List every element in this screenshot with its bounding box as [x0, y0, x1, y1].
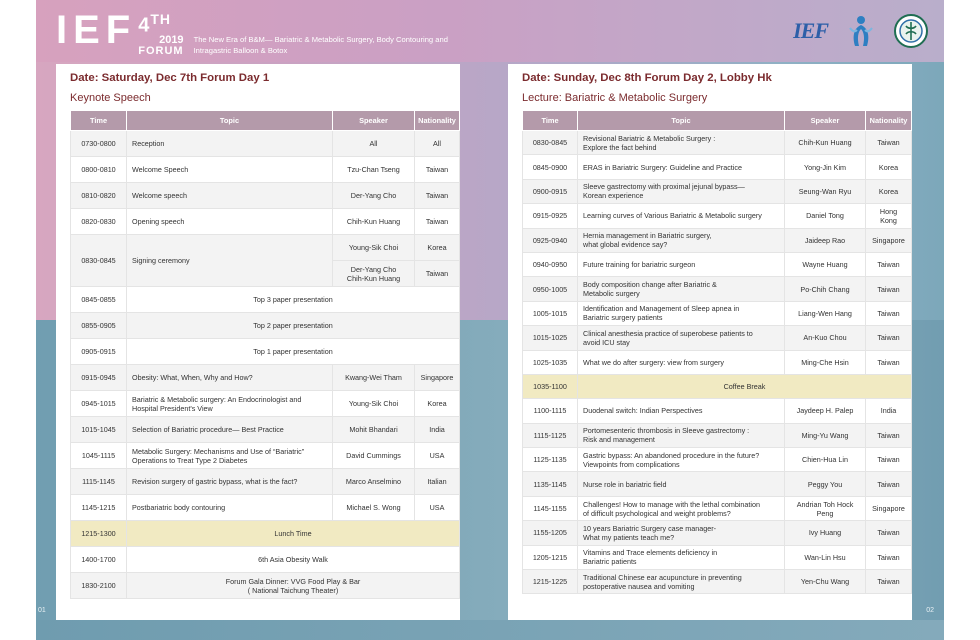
- speaker-cell: Chih-Kun Huang: [333, 209, 415, 235]
- nationality-cell: Singapore: [866, 228, 912, 252]
- society-seal-logo: [894, 14, 928, 48]
- speaker-cell: Daniel Tong: [785, 204, 866, 228]
- nationality-cell: Taiwan: [415, 157, 460, 183]
- time-cell: 0800-0810: [71, 157, 127, 183]
- table-row: [523, 399, 912, 423]
- nationality-cell: Korea: [415, 391, 460, 417]
- time-cell: 0925-0940: [523, 228, 578, 252]
- speaker-cell: Marco Anselmino: [333, 469, 415, 495]
- day2-page: [508, 64, 934, 620]
- header: [56, 10, 474, 58]
- time-cell: 0810-0820: [71, 183, 127, 209]
- topic-cell: Clinical anesthesia practice of superobese patients to avoid ICU stay: [578, 326, 785, 350]
- table-row: [523, 570, 912, 594]
- col-time: Time: [71, 111, 127, 131]
- partner-logos: [793, 14, 928, 48]
- table-row: [71, 157, 460, 183]
- nationality-cell: Taiwan: [866, 472, 912, 496]
- time-cell: 0830-0845: [71, 235, 127, 287]
- header-subtitle: The New Era of B&M— Bariatric & Metabolic Surgery, Body Contouring and Intragastric Balloon & Botox: [193, 35, 448, 55]
- topic-cell: What we do after surgery: view from surgery: [578, 350, 785, 374]
- nationality-cell: Taiwan: [415, 183, 460, 209]
- topic-cell: Obesity: What, When, Why and How?: [127, 365, 333, 391]
- topic-cell: Vitamins and Trace elements deficiency in Bariatric patients: [578, 545, 785, 569]
- table-row: [523, 228, 912, 252]
- ief-partner-logo: IEF: [793, 18, 828, 43]
- topic-cell: Reception: [127, 131, 333, 157]
- table-row: [523, 301, 912, 325]
- topic-cell: Metabolic Surgery: Mechanisms and Use of “Bariatric” Operations to Treat Type 2 Diabetes: [127, 443, 333, 469]
- table-row: [71, 547, 460, 573]
- table-row: [523, 155, 912, 179]
- table-row: [523, 131, 912, 155]
- topic-cell: Nurse role in bariatric field: [578, 472, 785, 496]
- time-cell: 0915-0925: [523, 204, 578, 228]
- speaker-cell: Seung-Wan Ryu: [785, 179, 866, 203]
- time-cell: 1125-1135: [523, 448, 578, 472]
- topic-cell: Learning curves of Various Bariatric & Metabolic surgery: [578, 204, 785, 228]
- nationality-cell: Singapore: [415, 365, 460, 391]
- time-cell: 1145-1155: [523, 496, 578, 520]
- speaker-cell: Yen-Chu Wang: [785, 570, 866, 594]
- topic-cell: Opening speech: [127, 209, 333, 235]
- speaker-cell: David Cummings: [333, 443, 415, 469]
- nationality-cell: Taiwan: [866, 448, 912, 472]
- time-cell: 0855-0905: [71, 313, 127, 339]
- table-row: [71, 521, 460, 547]
- speaker-cell: Ivy Huang: [785, 521, 866, 545]
- time-cell: 0730-0800: [71, 131, 127, 157]
- time-cell: 1100-1115: [523, 399, 578, 423]
- nationality-cell: Taiwan: [866, 277, 912, 301]
- table-header-row: [71, 111, 460, 131]
- topic-cell: Body composition change after Bariatric & Metabolic surgery: [578, 277, 785, 301]
- time-cell: 1015-1045: [71, 417, 127, 443]
- time-cell: 0950-1005: [523, 277, 578, 301]
- speaker-cell: Der-Yang Cho Chih-Kun Huang: [333, 261, 415, 287]
- speaker-cell: Young-Sik Choi: [333, 235, 415, 261]
- speaker-cell: Wan-Lin Hsu: [785, 545, 866, 569]
- speaker-cell: Jaideep Rao: [785, 228, 866, 252]
- time-cell: 0845-0855: [71, 287, 127, 313]
- time-cell: 1015-1025: [523, 326, 578, 350]
- table-row: [71, 339, 460, 365]
- speaker-cell: Michael S. Wong: [333, 495, 415, 521]
- speaker-cell: Liang-Wen Hang: [785, 301, 866, 325]
- break-cell: Lunch Time: [127, 521, 460, 547]
- table-row: [71, 365, 460, 391]
- topic-cell: Forum Gala Dinner: VVG Food Play & Bar ( National Taichung Theater): [127, 573, 460, 599]
- topic-cell: Revision surgery of gastric bypass, what is the fact?: [127, 469, 333, 495]
- time-cell: 1035-1100: [523, 374, 578, 398]
- table-row: [71, 469, 460, 495]
- topic-cell: Revisional Bariatric & Metabolic Surgery : Explore the fact behind: [578, 131, 785, 155]
- time-cell: 1005-1015: [523, 301, 578, 325]
- page-number-left: 01: [38, 607, 46, 614]
- time-cell: 1045-1115: [71, 443, 127, 469]
- speaker-cell: Mohit Bhandari: [333, 417, 415, 443]
- topic-cell: Welcome speech: [127, 183, 333, 209]
- break-cell: Coffee Break: [578, 374, 912, 398]
- table-row: [523, 374, 912, 398]
- society-figure-logo: [846, 14, 876, 48]
- nationality-cell: USA: [415, 495, 460, 521]
- footer-band: [36, 620, 944, 640]
- speaker-cell: Young-Sik Choi: [333, 391, 415, 417]
- forum-edition: 4TH: [138, 11, 172, 37]
- table-row: [523, 326, 912, 350]
- time-cell: 1400-1700: [71, 547, 127, 573]
- topic-cell: Top 2 paper presentation: [127, 313, 460, 339]
- nationality-cell: Taiwan: [415, 261, 460, 287]
- forum-year: 2019: [159, 33, 184, 46]
- topic-cell: Hernia management in Bariatric surgery, what global evidence say?: [578, 228, 785, 252]
- nationality-cell: Taiwan: [866, 350, 912, 374]
- table-row: [523, 545, 912, 569]
- nationality-cell: Korea: [866, 179, 912, 203]
- nationality-cell: Taiwan: [866, 423, 912, 447]
- nationality-cell: Taiwan: [866, 570, 912, 594]
- nationality-cell: Taiwan: [866, 301, 912, 325]
- time-cell: 1115-1145: [71, 469, 127, 495]
- table-row: [523, 277, 912, 301]
- speaker-cell: Ming-Yu Wang: [785, 423, 866, 447]
- speaker-cell: Chien-Hua Lin: [785, 448, 866, 472]
- nationality-cell: Taiwan: [415, 209, 460, 235]
- day1-page: [38, 64, 460, 620]
- topic-cell: Portomesenteric thrombosis in Sleeve gastrectomy : Risk and management: [578, 423, 785, 447]
- time-cell: 1215-1300: [71, 521, 127, 547]
- nationality-cell: USA: [415, 443, 460, 469]
- nationality-cell: Taiwan: [866, 545, 912, 569]
- topic-cell: Postbariatric body contouring: [127, 495, 333, 521]
- col-topic: Topic: [578, 111, 785, 131]
- table-row: [523, 350, 912, 374]
- nationality-cell: Taiwan: [866, 326, 912, 350]
- topic-cell: Duodenal switch: Indian Perspectives: [578, 399, 785, 423]
- time-cell: 0830-0845: [523, 131, 578, 155]
- table-row: [71, 443, 460, 469]
- forum-logo: [138, 10, 183, 57]
- speaker-cell: Chih-Kun Huang: [785, 131, 866, 155]
- topic-cell: Identification and Management of Sleep apnea in Bariatric surgery patients: [578, 301, 785, 325]
- time-cell: 1830-2100: [71, 573, 127, 599]
- time-cell: 0945-1015: [71, 391, 127, 417]
- table-row: [71, 573, 460, 599]
- topic-cell: Top 1 paper presentation: [127, 339, 460, 365]
- topic-cell: Gastric bypass: An abandoned procedure in the future? Viewpoints from complications: [578, 448, 785, 472]
- speaker-cell: Andrian Toh Hock Peng: [785, 496, 866, 520]
- topic-cell: 6th Asia Obesity Walk: [127, 547, 460, 573]
- time-cell: 1135-1145: [523, 472, 578, 496]
- day2-schedule-table: [522, 110, 912, 594]
- page-margin-left: [0, 0, 36, 640]
- day1-schedule-table: [70, 110, 460, 599]
- nationality-cell: Korea: [866, 155, 912, 179]
- table-row: [523, 521, 912, 545]
- topic-cell: Top 3 paper presentation: [127, 287, 460, 313]
- table-row: [71, 313, 460, 339]
- time-cell: 1115-1125: [523, 423, 578, 447]
- nationality-cell: Taiwan: [866, 252, 912, 276]
- table-row: [523, 496, 912, 520]
- time-cell: 0915-0945: [71, 365, 127, 391]
- nationality-cell: Hong Kong: [866, 204, 912, 228]
- time-cell: 0900-0915: [523, 179, 578, 203]
- day1-date: Date: Saturday, Dec 7th Forum Day 1: [70, 72, 270, 84]
- page-margin-right: [944, 0, 980, 640]
- day2-date: Date: Sunday, Dec 8th Forum Day 2, Lobby Hk: [522, 72, 772, 84]
- col-speaker: Speaker: [785, 111, 866, 131]
- table-row: [523, 252, 912, 276]
- speaker-cell: Yong-Jin Kim: [785, 155, 866, 179]
- day1-session-title: Keynote Speech: [70, 92, 151, 104]
- table-row: [71, 287, 460, 313]
- time-cell: 0845-0900: [523, 155, 578, 179]
- speaker-cell: Po-Chih Chang: [785, 277, 866, 301]
- table-row: [71, 235, 460, 261]
- col-time: Time: [523, 111, 578, 131]
- speaker-cell: Kwang-Wei Tham: [333, 365, 415, 391]
- time-cell: 1215-1225: [523, 570, 578, 594]
- nationality-cell: Korea: [415, 235, 460, 261]
- nationality-cell: India: [415, 417, 460, 443]
- topic-cell: Bariatric & Metabolic surgery: An Endocrinologist and Hospital President's View: [127, 391, 333, 417]
- speaker-cell: All: [333, 131, 415, 157]
- topic-cell: Welcome Speech: [127, 157, 333, 183]
- table-row: [71, 183, 460, 209]
- col-nationality: Nationality: [415, 111, 460, 131]
- table-row: [523, 423, 912, 447]
- table-row: [523, 472, 912, 496]
- speaker-cell: An-Kuo Chou: [785, 326, 866, 350]
- time-cell: 0905-0915: [71, 339, 127, 365]
- table-header-row: [523, 111, 912, 131]
- topic-cell: Signing ceremony: [127, 235, 333, 287]
- speaker-cell: Wayne Huang: [785, 252, 866, 276]
- topic-cell: Sleeve gastrectomy with proximal jejunal bypass— Korean experience: [578, 179, 785, 203]
- nationality-cell: India: [866, 399, 912, 423]
- table-row: [523, 179, 912, 203]
- topic-cell: Selection of Bariatric procedure— Best Practice: [127, 417, 333, 443]
- speaker-cell: Der-Yang Cho: [333, 183, 415, 209]
- topic-cell: Traditional Chinese ear acupuncture in preventing postoperative nausea and vomiting: [578, 570, 785, 594]
- table-row: [71, 391, 460, 417]
- nationality-cell: Italian: [415, 469, 460, 495]
- time-cell: 0820-0830: [71, 209, 127, 235]
- table-row: [71, 417, 460, 443]
- time-cell: 1145-1215: [71, 495, 127, 521]
- col-topic: Topic: [127, 111, 333, 131]
- topic-cell: Future training for bariatric surgeon: [578, 252, 785, 276]
- speaker-cell: Jaydeep H. Palep: [785, 399, 866, 423]
- time-cell: 1205-1215: [523, 545, 578, 569]
- day2-session-title: Lecture: Bariatric & Metabolic Surgery: [522, 92, 708, 104]
- table-row: [523, 204, 912, 228]
- table-row: [71, 209, 460, 235]
- page-number-right: 02: [926, 607, 934, 614]
- ief-logo-text: IEF: [56, 8, 137, 52]
- table-row: [71, 131, 460, 157]
- speaker-cell: Peggy You: [785, 472, 866, 496]
- topic-cell: 10 years Bariatric Surgery case manager- What my patients teach me?: [578, 521, 785, 545]
- table-row: [523, 448, 912, 472]
- speaker-cell: Tzu-Chan Tseng: [333, 157, 415, 183]
- nationality-cell: All: [415, 131, 460, 157]
- topic-cell: ERAS in Bariatric Surgery: Guideline and Practice: [578, 155, 785, 179]
- time-cell: 0940-0950: [523, 252, 578, 276]
- col-nationality: Nationality: [866, 111, 912, 131]
- speaker-cell: Ming-Che Hsin: [785, 350, 866, 374]
- nationality-cell: Singapore: [866, 496, 912, 520]
- col-speaker: Speaker: [333, 111, 415, 131]
- forum-word: FORUM: [138, 44, 184, 57]
- time-cell: 1155-1205: [523, 521, 578, 545]
- nationality-cell: Taiwan: [866, 521, 912, 545]
- table-row: [71, 495, 460, 521]
- topic-cell: Challenges! How to manage with the lethal combination of difficult psychological and weight problems?: [578, 496, 785, 520]
- time-cell: 1025-1035: [523, 350, 578, 374]
- nationality-cell: Taiwan: [866, 131, 912, 155]
